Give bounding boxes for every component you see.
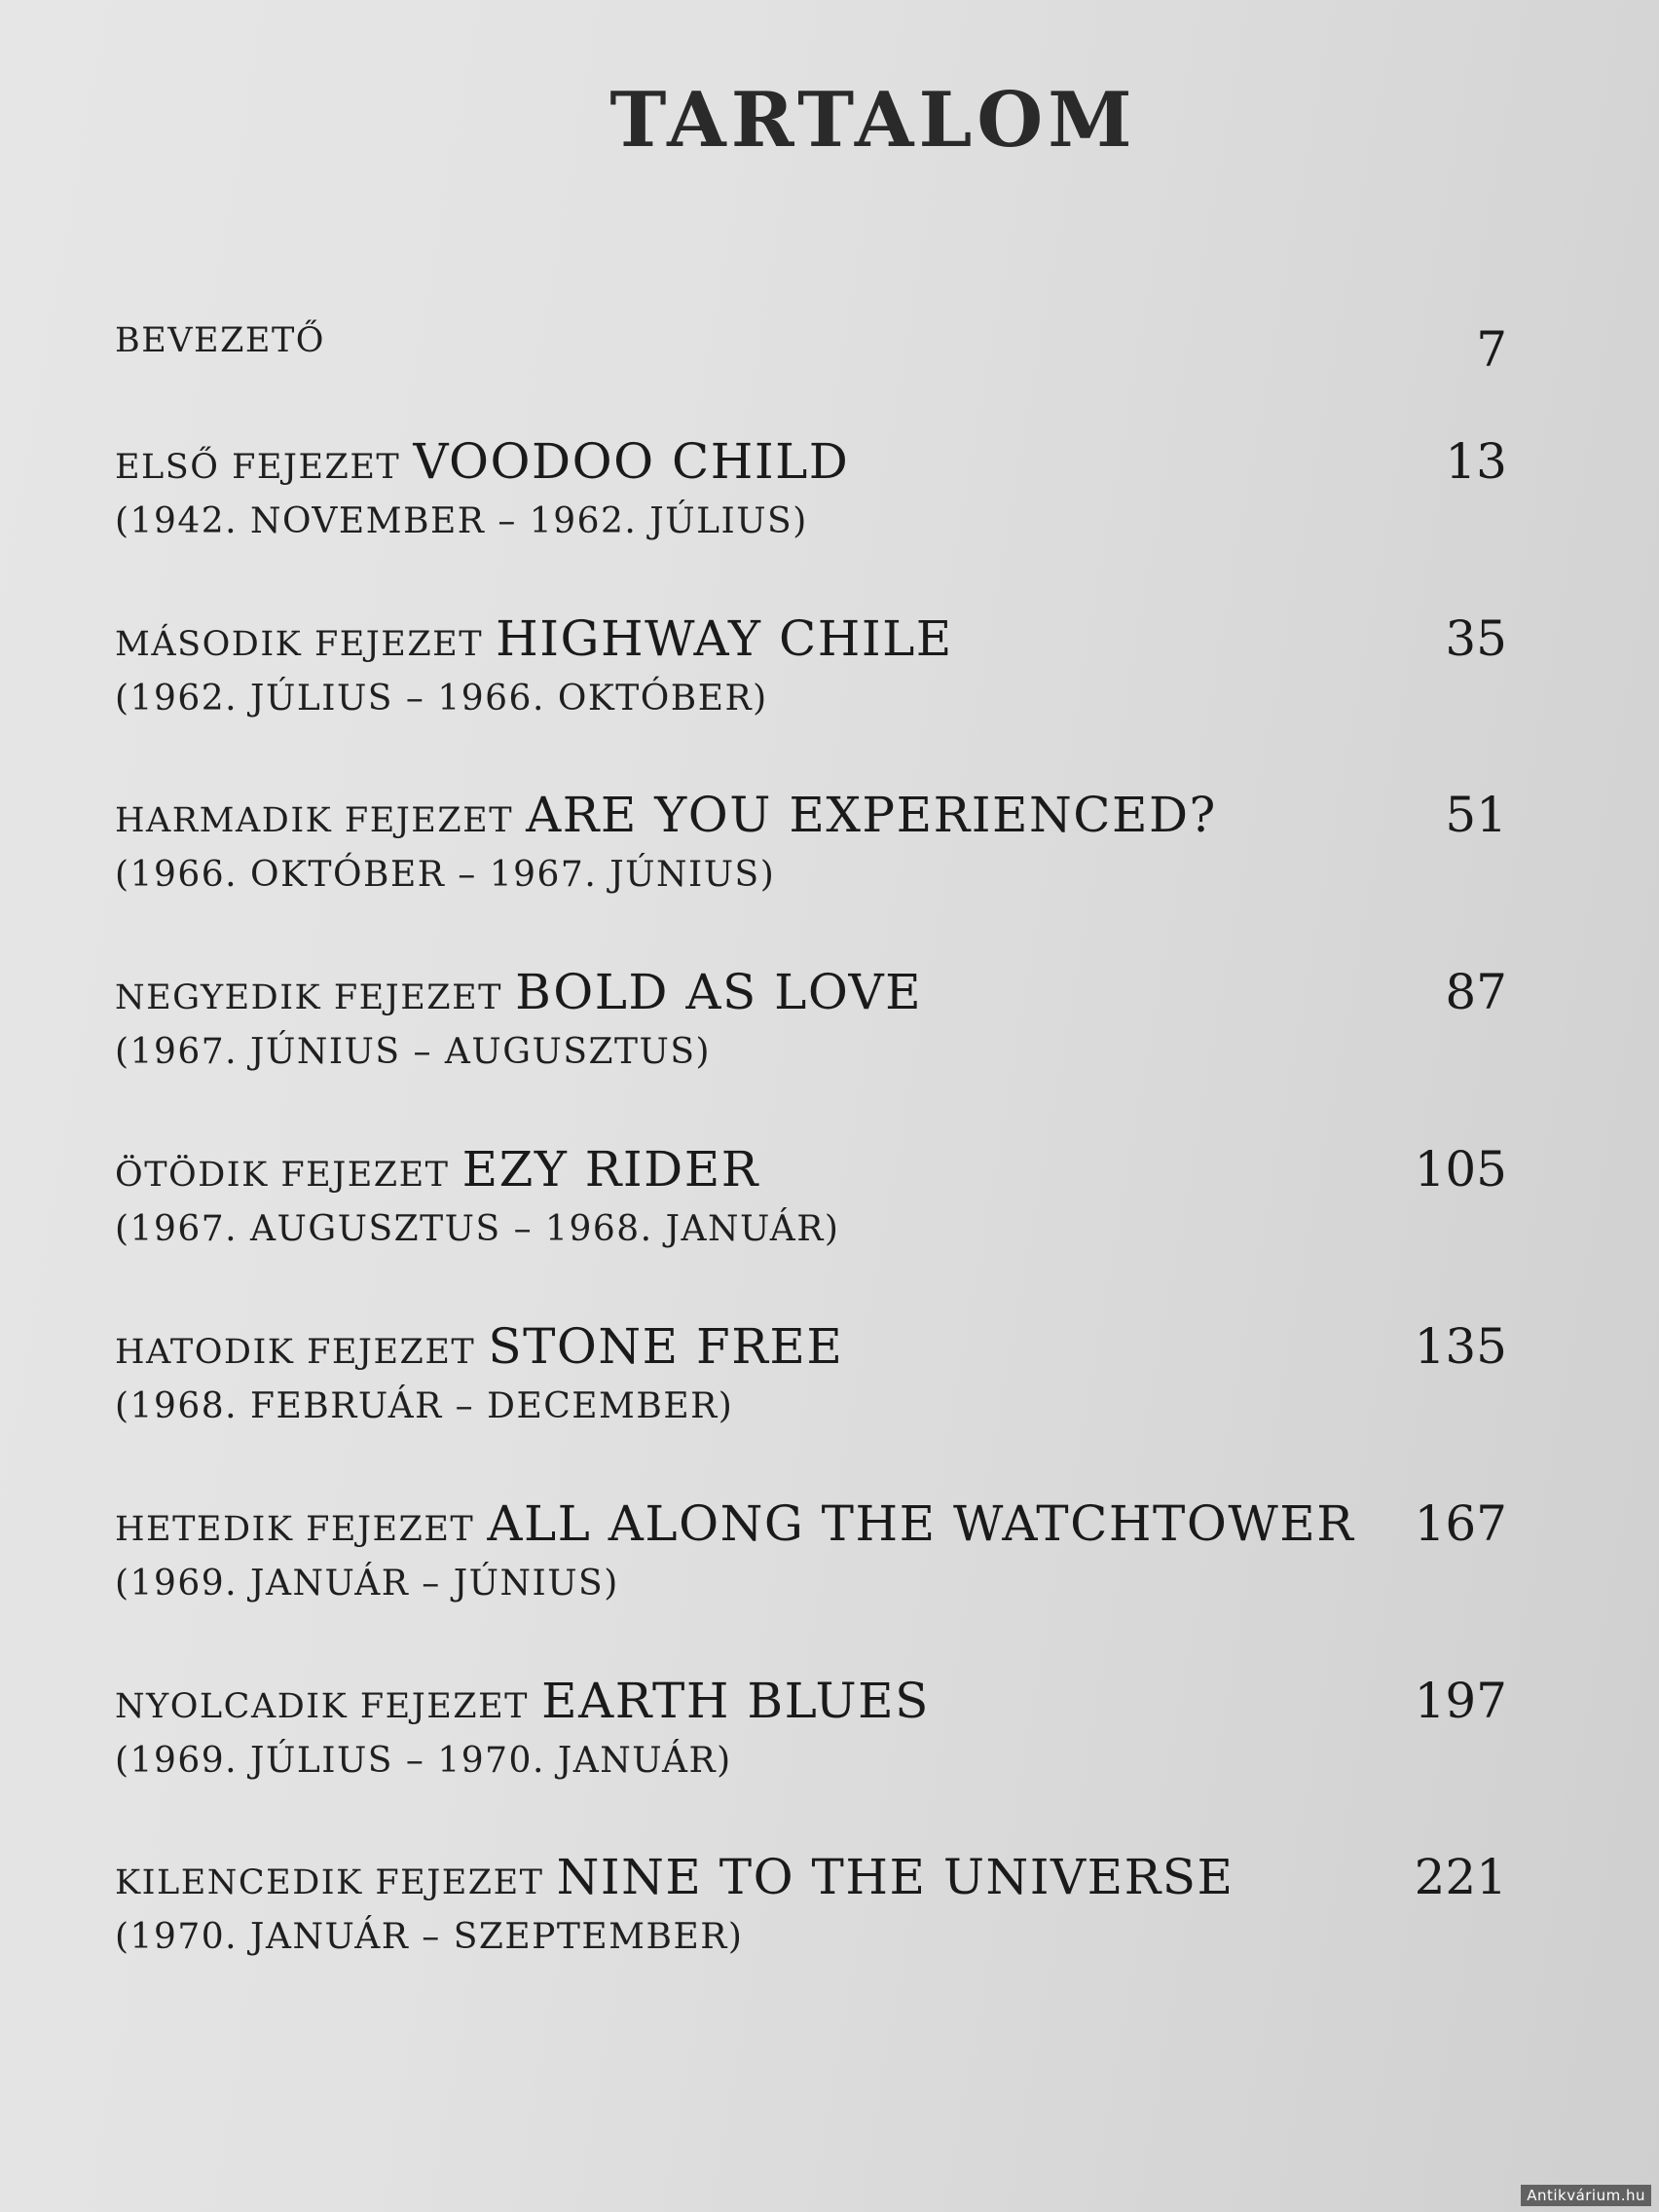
- toc-chapter-title: ARE YOU EXPERIENCED?: [526, 787, 1217, 843]
- toc-entry-chapter-4: [115, 964, 1507, 1072]
- toc-entry-line: [115, 1141, 1507, 1205]
- toc-entry-label: NEGYEDIK FEJEZET: [115, 978, 502, 1017]
- toc-chapter-dates: (1942. NOVEMBER – 1962. JÚLIUS): [115, 501, 808, 541]
- toc-entry-label: HARMADIK FEJEZET: [115, 801, 514, 840]
- page-title: TARTALOM: [609, 76, 1137, 165]
- toc-chapter-dates: (1969. JANUÁR – JÚNIUS): [115, 1564, 619, 1604]
- watermark: Antikvárium.hu: [1521, 2185, 1651, 2206]
- toc-entry-chapter-8: [115, 1673, 1507, 1781]
- toc-entry-label: HETEDIK FEJEZET: [115, 1510, 475, 1549]
- toc-entry-chapter-7: [115, 1495, 1507, 1604]
- toc-chapter-title: NINE TO THE UNIVERSE: [556, 1849, 1235, 1905]
- toc-entry-line: [115, 1849, 1507, 1913]
- toc-chapter-title: BOLD AS LOVE: [515, 964, 923, 1020]
- toc-chapter-title: ALL ALONG THE WATCHTOWER: [487, 1495, 1355, 1552]
- toc-entry-line: [115, 433, 1507, 498]
- toc-entry-chapter-3: [115, 787, 1507, 895]
- toc-entry-label: KILENCEDIK FEJEZET: [115, 1863, 544, 1902]
- toc-page-number: 197: [1414, 1673, 1507, 1729]
- toc-page-number: 135: [1414, 1318, 1507, 1375]
- toc-entry-intro: [115, 321, 1507, 386]
- toc-entry-label: BEVEZETŐ: [115, 321, 326, 360]
- toc-chapter-dates: (1969. JÚLIUS – 1970. JANUÁR): [115, 1741, 732, 1781]
- toc-page-number: 221: [1414, 1849, 1507, 1905]
- toc-entry-label: ELSŐ FEJEZET: [115, 448, 401, 487]
- toc-page-number: 35: [1445, 610, 1507, 667]
- toc-chapter-dates: (1970. JANUÁR – SZEPTEMBER): [115, 1917, 744, 1957]
- toc-entry-line: [115, 964, 1507, 1028]
- toc-page-number: 167: [1414, 1495, 1507, 1552]
- toc-chapter-dates: (1967. JÚNIUS – AUGUSZTUS): [115, 1032, 712, 1072]
- toc-chapter-dates: (1967. AUGUSZTUS – 1968. JANUÁR): [115, 1209, 840, 1249]
- toc-entry-chapter-6: [115, 1318, 1507, 1426]
- toc-entry-line: [115, 610, 1507, 675]
- toc-entry-label: NYOLCADIK FEJEZET: [115, 1687, 530, 1726]
- toc-entry-line: [115, 1318, 1507, 1382]
- toc-page-number: 105: [1414, 1141, 1507, 1198]
- toc-page-number: 51: [1445, 787, 1507, 843]
- toc-entry-line: [115, 1673, 1507, 1737]
- toc-entry-label: ÖTÖDIK FEJEZET: [115, 1156, 450, 1195]
- toc-entry-label: MÁSODIK FEJEZET: [115, 625, 484, 664]
- toc-entry-chapter-1: [115, 433, 1507, 541]
- toc-entry-chapter-9: [115, 1849, 1507, 1957]
- toc-entry-line: [115, 1495, 1507, 1560]
- toc-page-number: 87: [1445, 964, 1507, 1020]
- toc-page-number: 13: [1445, 433, 1507, 490]
- toc-chapter-title: STONE FREE: [488, 1318, 844, 1375]
- toc-chapter-dates: (1966. OKTÓBER – 1967. JÚNIUS): [115, 855, 776, 895]
- toc-entry-chapter-2: [115, 610, 1507, 719]
- toc-chapter-title: EARTH BLUES: [541, 1673, 930, 1729]
- toc-chapter-title: VOODOO CHILD: [413, 433, 850, 490]
- toc-chapter-title: EZY RIDER: [461, 1141, 759, 1198]
- toc-entry-chapter-5: [115, 1141, 1507, 1249]
- toc-entry-label: HATODIK FEJEZET: [115, 1333, 476, 1372]
- toc-page-number: 7: [1476, 321, 1507, 378]
- toc-chapter-title: HIGHWAY CHILE: [496, 610, 953, 667]
- toc-chapter-dates: (1962. JÚLIUS – 1966. OKTÓBER): [115, 679, 768, 719]
- toc-entry-line: [115, 321, 1507, 386]
- toc-chapter-dates: (1968. FEBRUÁR – DECEMBER): [115, 1386, 734, 1426]
- toc-entry-line: [115, 787, 1507, 851]
